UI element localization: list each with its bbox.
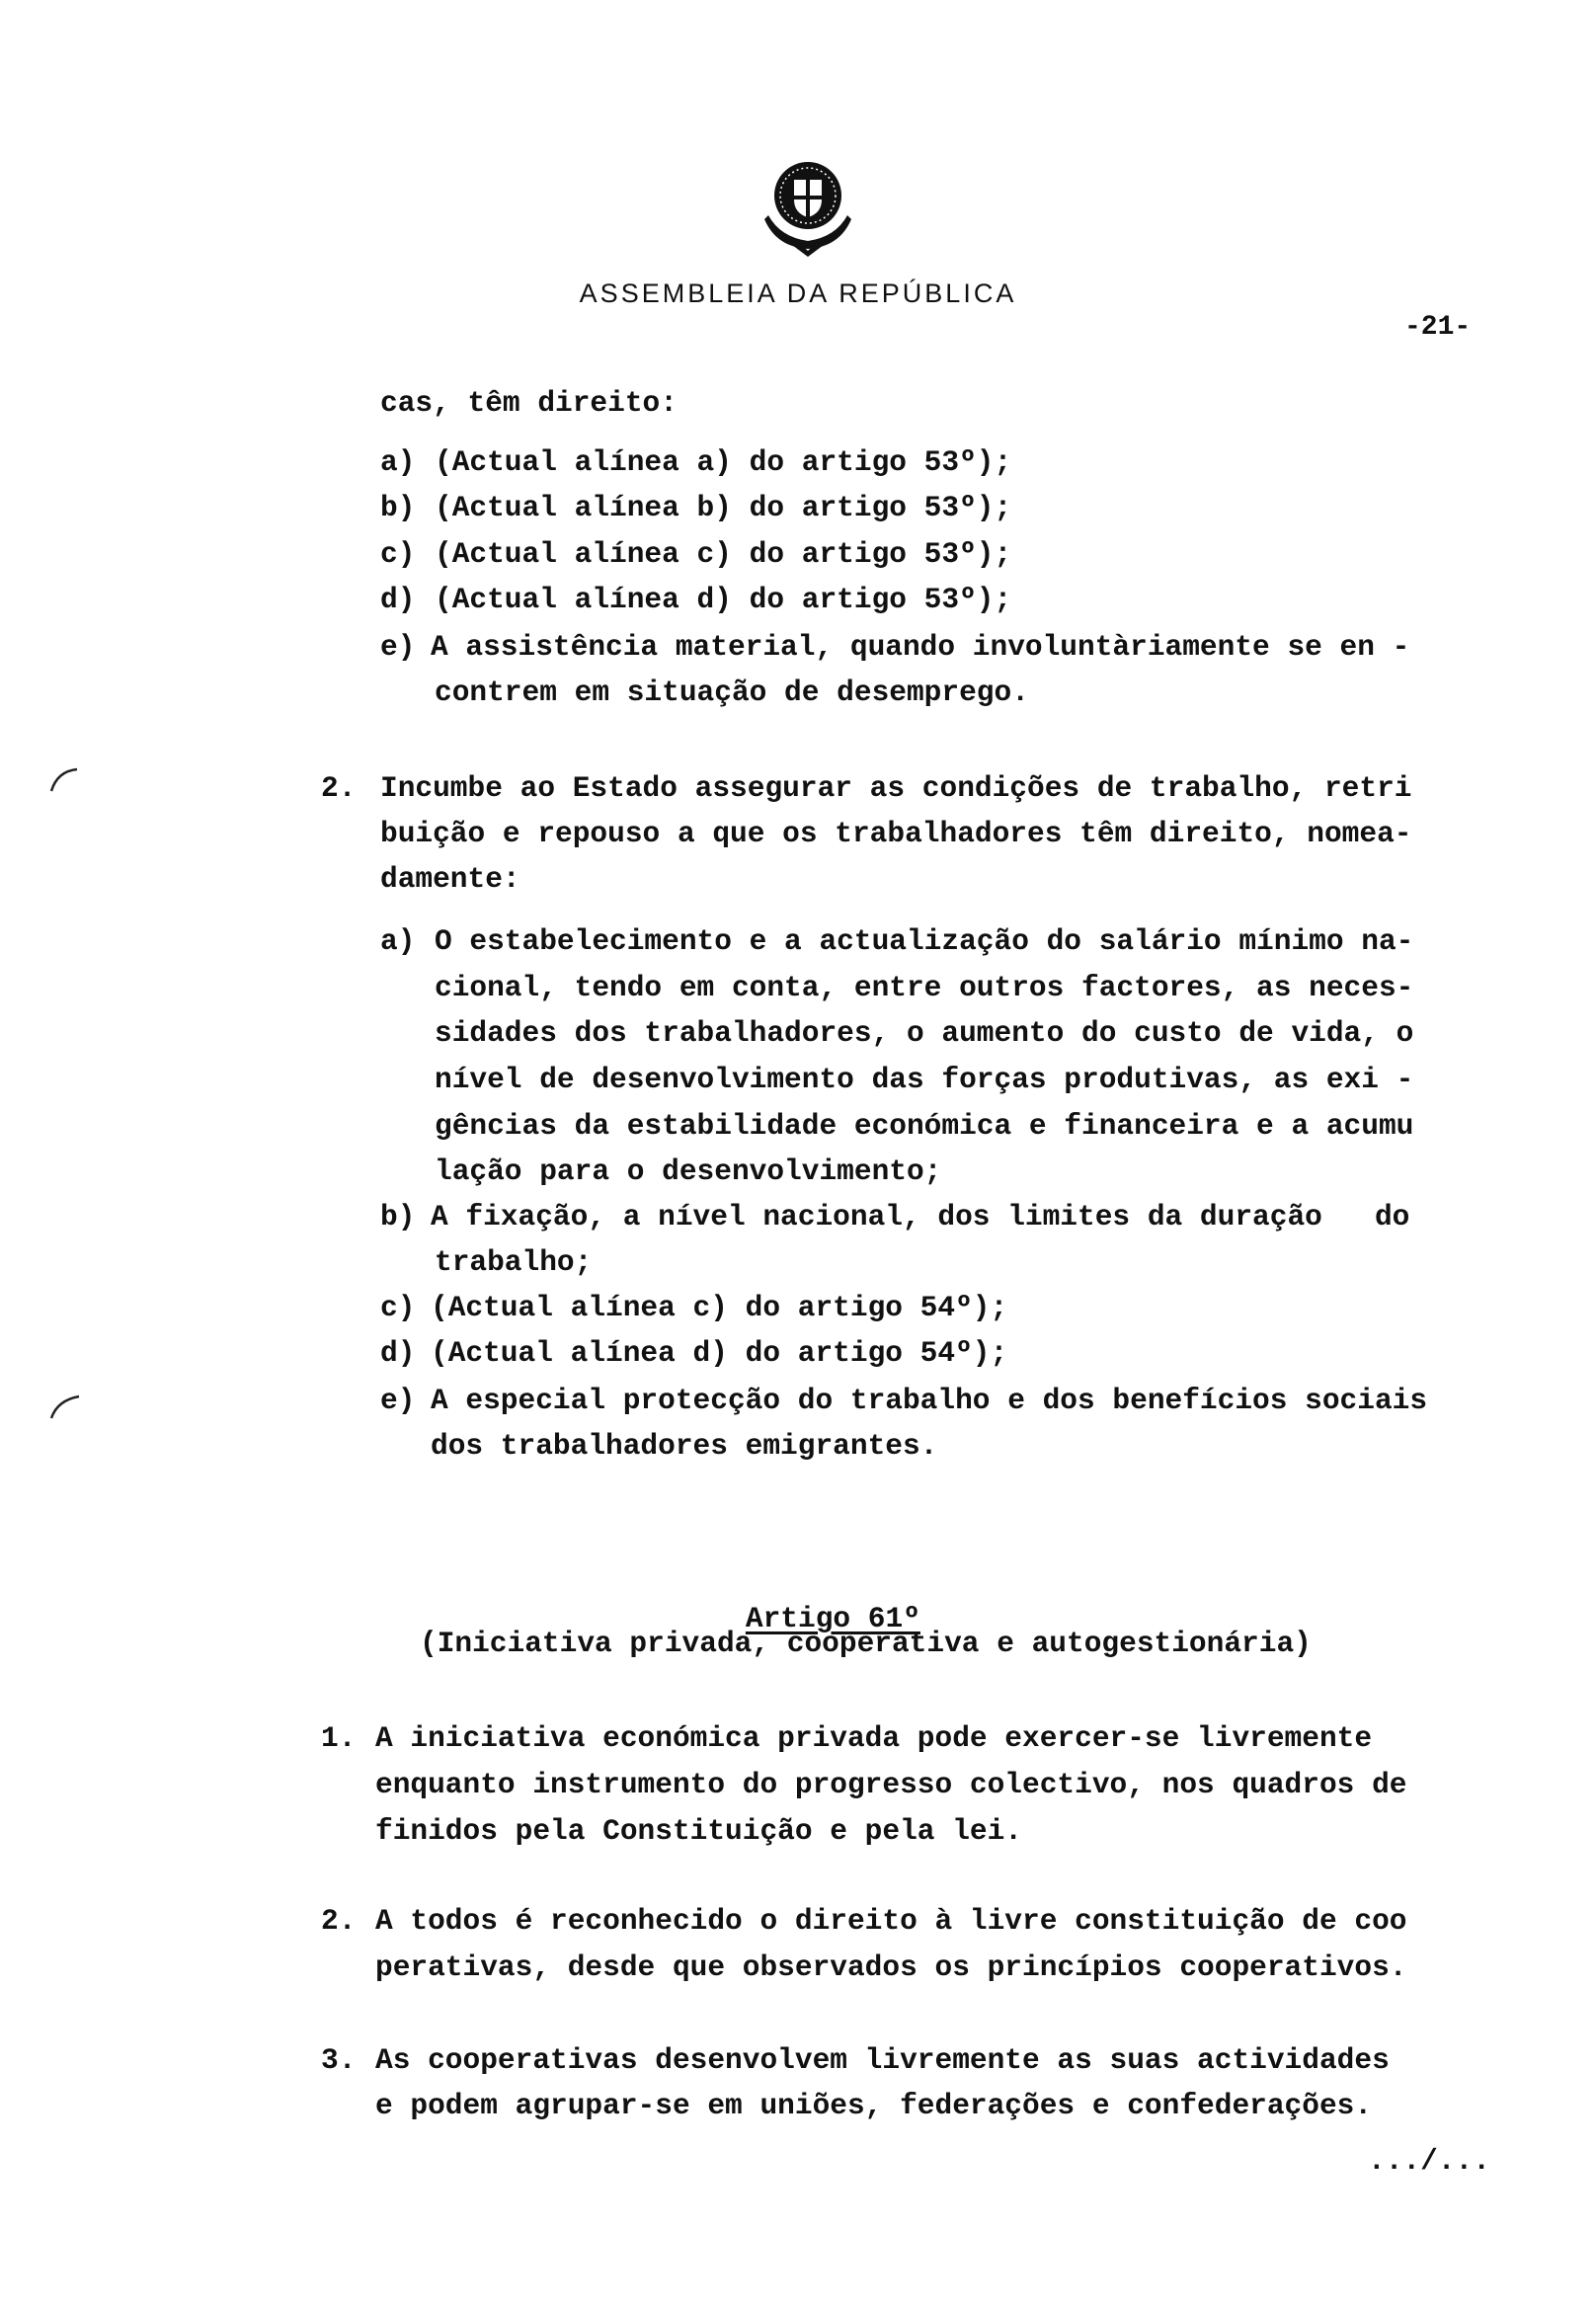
item-text: A assistência material, quando involuntàriamente se en - [431, 630, 1410, 664]
item-text: cional, tendo em conta, entre outros factores, as neces- [435, 971, 1414, 1004]
item-text: (Actual alínea b) do artigo 53º); [435, 491, 1012, 524]
item-text: (Actual alínea d) do artigo 53º); [435, 583, 1012, 616]
item-label: b) [380, 1200, 416, 1233]
item-text: nível de desenvolvimento das forças produtivas, as exi - [435, 1063, 1414, 1096]
margin-mark-icon [47, 1392, 87, 1422]
item-text: contrem em situação de desemprego. [435, 676, 1029, 709]
item-label: c) [380, 1291, 416, 1324]
paragraph-text: damente: [380, 862, 520, 896]
item-text: gências da estabilidade económica e financeira e a acumu [435, 1109, 1414, 1143]
item-text: sidades dos trabalhadores, o aumento do custo de vida, o [435, 1016, 1414, 1050]
intro-text: cas, têm direito: [380, 386, 678, 420]
paragraph-number: 2. [321, 771, 357, 805]
coat-of-arms-icon [760, 158, 855, 257]
paragraph-text: perativas, desde que observados os princípios cooperativos. [375, 1950, 1407, 1984]
item-label: a) [380, 445, 416, 479]
paragraph-number: 2. [321, 1904, 357, 1938]
paragraph-number: 3. [321, 2043, 357, 2077]
item-label: a) [380, 924, 416, 958]
paragraph-text: enquanto instrumento do progresso colectivo, nos quadros de [375, 1768, 1407, 1801]
item-text: lação para o desenvolvimento; [435, 1154, 942, 1188]
continuation-mark: .../... [1368, 2144, 1490, 2178]
item-text: (Actual alínea c) do artigo 53º); [435, 537, 1012, 571]
item-label: c) [380, 537, 416, 571]
item-label: e) [380, 1384, 416, 1417]
item-text: (Actual alínea c) do artigo 54º); [431, 1291, 1008, 1324]
item-text: dos trabalhadores emigrantes. [431, 1429, 938, 1463]
item-text: A especial protecção do trabalho e dos benefícios sociais [431, 1384, 1428, 1417]
item-text: (Actual alínea d) do artigo 54º); [431, 1336, 1008, 1370]
paragraph-number: 1. [321, 1721, 357, 1755]
item-text: trabalho; [435, 1245, 593, 1279]
paragraph-text: Incumbe ao Estado assegurar as condições de trabalho, retri [380, 771, 1412, 805]
margin-mark-icon [47, 765, 87, 795]
article-title-text: Artigo 61º [745, 1602, 920, 1635]
paragraph-text: buição e repouso a que os trabalhadores têm direito, nomea- [380, 817, 1412, 850]
item-label: e) [380, 630, 416, 664]
paragraph-text: A todos é reconhecido o direito à livre constituição de coo [375, 1904, 1407, 1938]
paragraph-text: finidos pela Constituição e pela lei. [375, 1814, 1023, 1848]
item-label: d) [380, 583, 416, 616]
article-subtitle: (Iniciativa privada, cooperativa e autogestionária) [420, 1627, 1312, 1660]
item-text: (Actual alínea a) do artigo 53º); [435, 445, 1012, 479]
item-text: O estabelecimento e a actualização do salário mínimo na- [435, 924, 1414, 958]
paragraph-text: e podem agrupar-se em uniões, federações e confederações. [375, 2089, 1373, 2122]
institution-header: ASSEMBLEIA DA REPÚBLICA [579, 278, 1017, 308]
item-label: d) [380, 1336, 416, 1370]
item-text: A fixação, a nível nacional, dos limites da duração do [431, 1200, 1410, 1233]
paragraph-text: As cooperativas desenvolvem livremente as suas actividades [375, 2043, 1390, 2077]
item-label: b) [380, 491, 416, 524]
paragraph-text: A iniciativa económica privada pode exercer-se livremente [375, 1721, 1373, 1755]
page-number: -21- [1404, 312, 1472, 343]
